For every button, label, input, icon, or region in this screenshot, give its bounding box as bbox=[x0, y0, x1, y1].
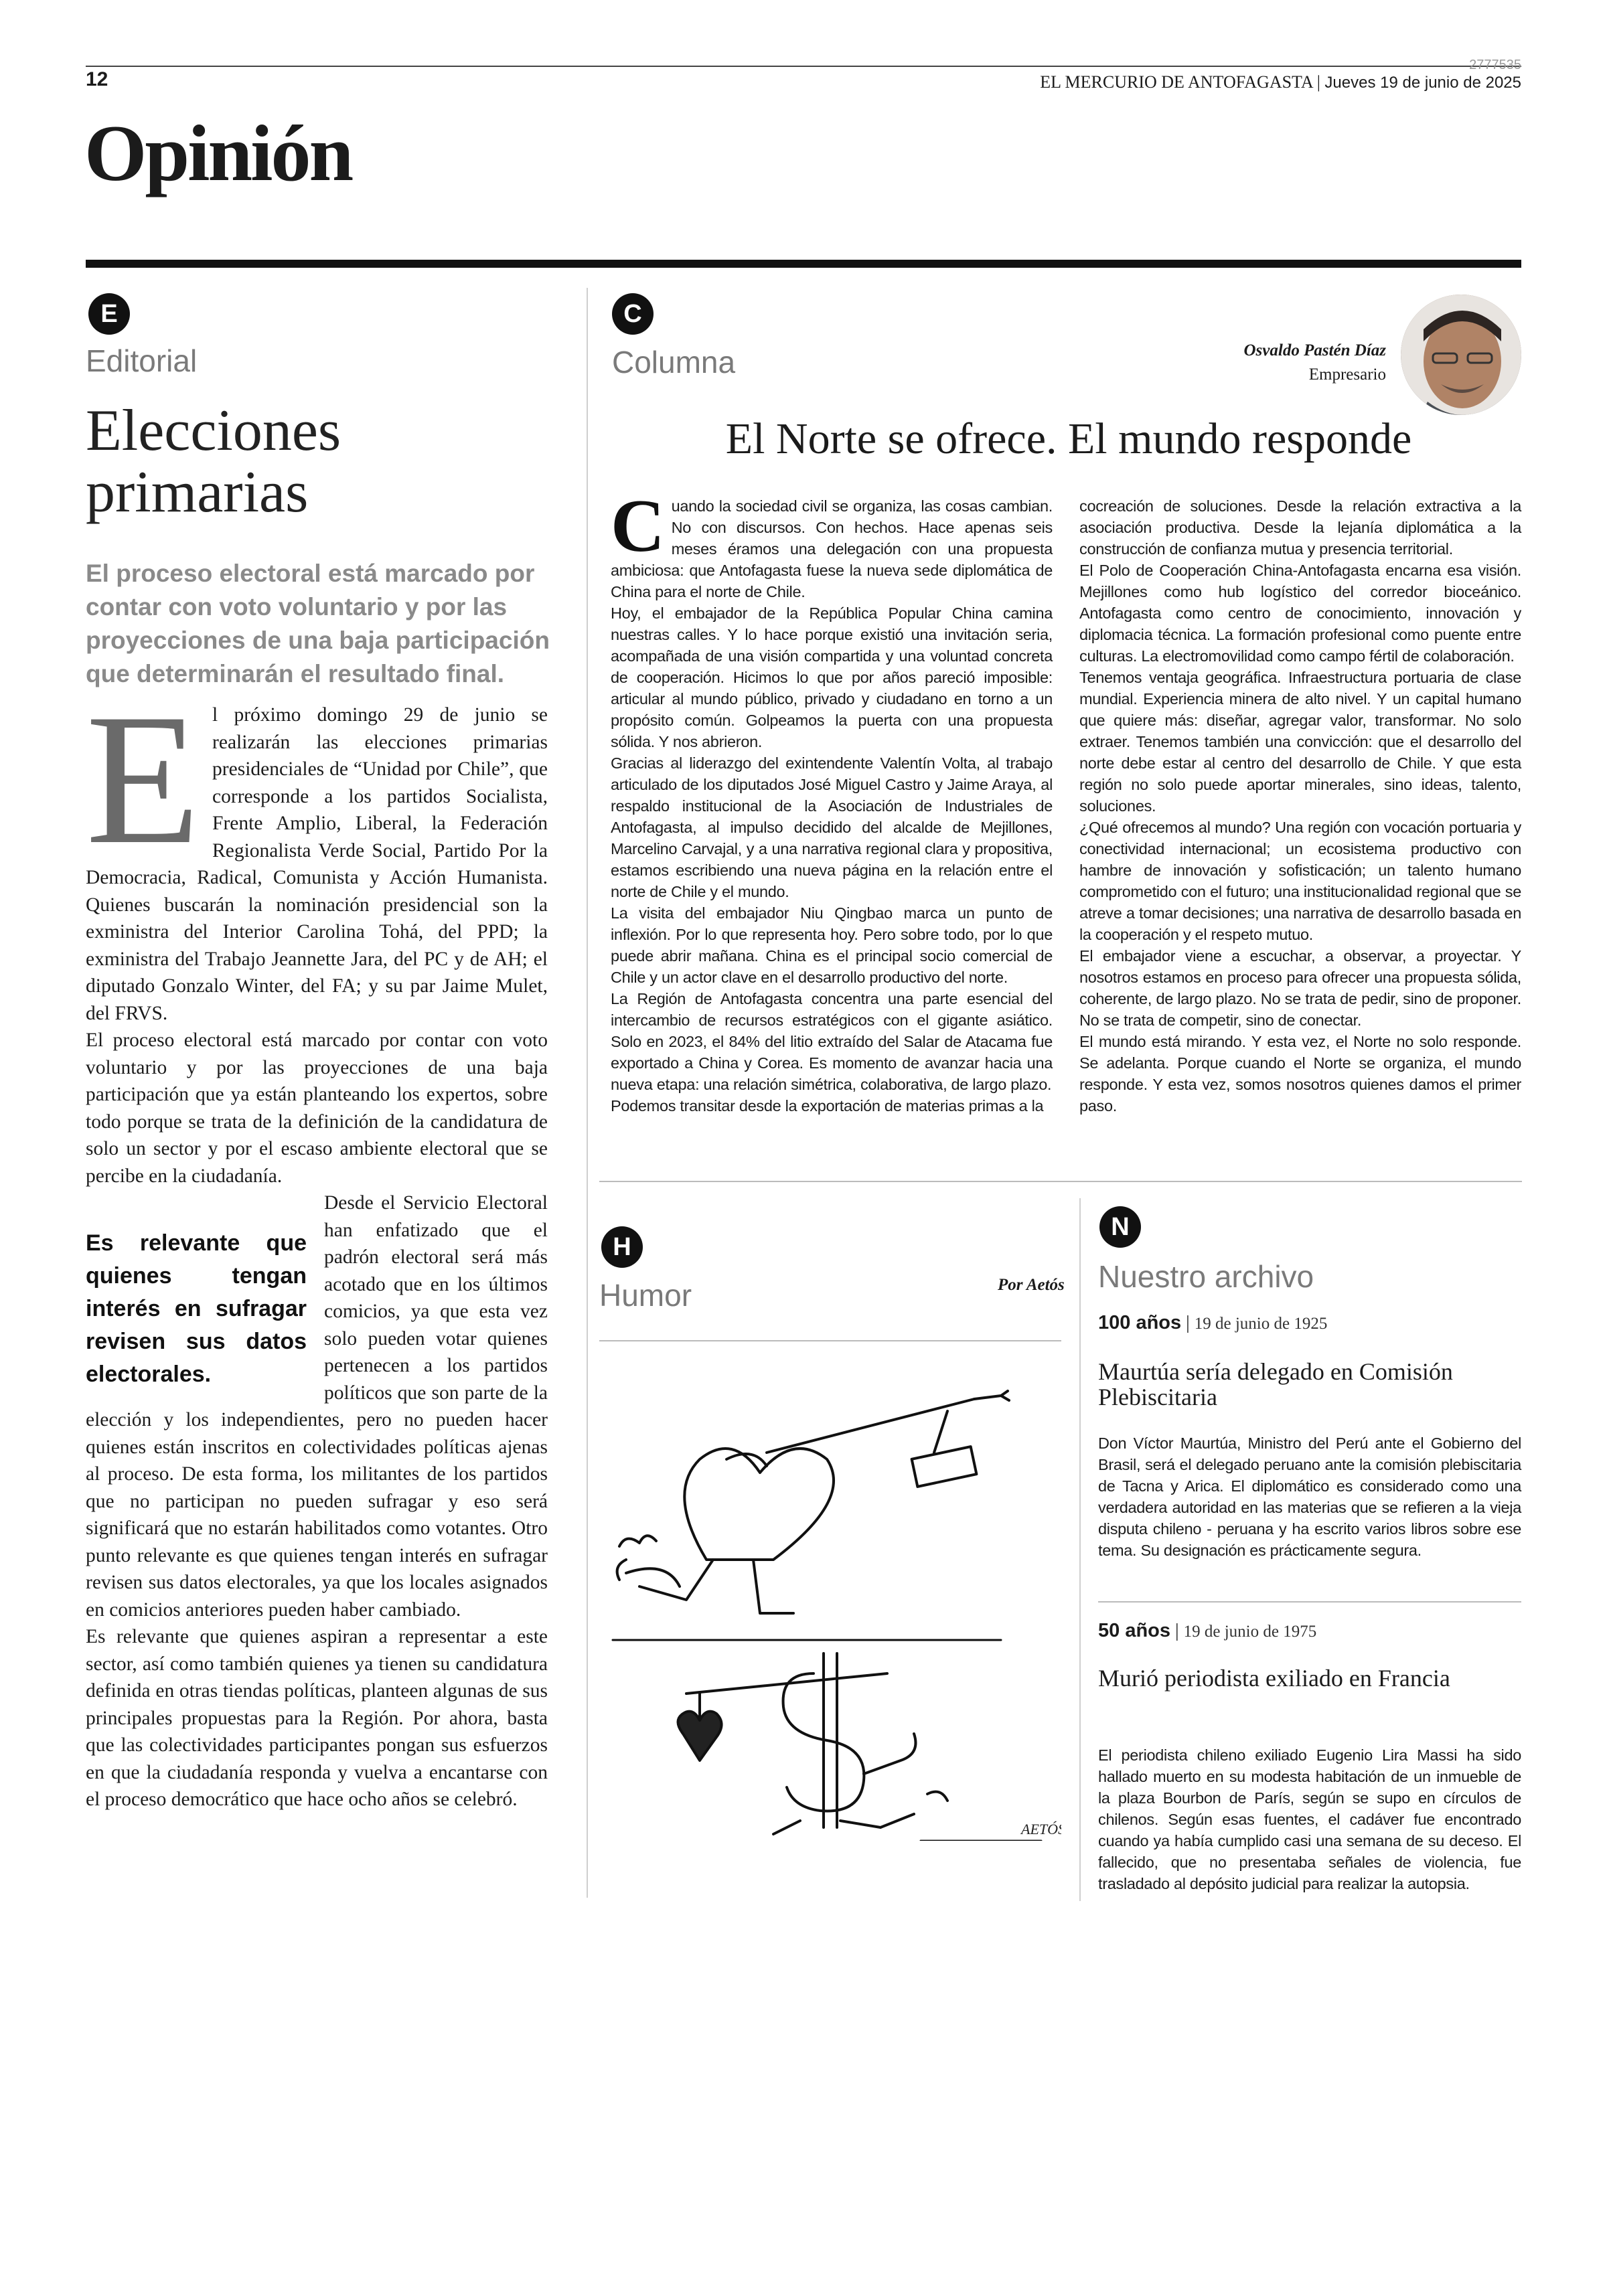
column-body-right bbox=[1079, 495, 1521, 1117]
archive-separator bbox=[1098, 1601, 1521, 1603]
archive-item-header: 50 años | 19 de junio de 1975 bbox=[1098, 1620, 1317, 1641]
archive-item-age: 50 años bbox=[1098, 1620, 1170, 1641]
page-number: 12 bbox=[86, 68, 108, 90]
column-paragraph: uando la sociedad civil se organiza, las cosas cambian. No con discursos. Con hechos. Hace apenas seis meses éramos una delegación con una propuesta ambiciosa: que Antofagasta fuese la nueva sede diplomática de China para el norte de Chile. bbox=[611, 497, 1053, 600]
archive-item-body: Don Víctor Maurtúa, Ministro del Perú ante el Gobierno del Brasil, será el delegado peruano ante la comisión plebiscitaria de Tacna y Arica. El diplomático es considerado como una verdadera autoridad en las materias que se refieren a la vieja disputa chileno - peruana y ha escrito varios libros sobre ese tema. Su designación es prácticamente segura. bbox=[1098, 1434, 1521, 1559]
column-body-left bbox=[611, 485, 1053, 1117]
column-paragraph: Hoy, el embajador de la República Popular China camina nuestras calles. Y lo hace porque existió una invitación seria, acompañada de una visión compartida y una voluntad concreta de cooperación. Hicimos lo que por años pareció imposible: articular al mundo público, privado y ciudadano en torno a un propósito común. Golpeamos la puerta con una propuesta sólida. Y nos abrieron. bbox=[611, 604, 1053, 750]
cartoon-signature: AETÓS bbox=[1021, 1821, 1061, 1837]
humor-kicker: Humor bbox=[599, 1278, 692, 1313]
section-divider bbox=[86, 260, 1521, 268]
editorial-title: Elecciones primarias bbox=[86, 398, 341, 525]
editorial-paragraph: l próximo domingo 29 de junio se realizarán las elecciones primarias presidenciales de “Unidad por Chile”, que corresponde a los partidos Socialista, Frente Amplio, Liberal, la Federación Regionalista Verde Social, Partido Por la Democracia, Radical, Comunista y Acción Humanista. Quienes buscarán la nominación presidencial son la exministra del Interior Carolina Tohá, del PPD; la exministra del Trabajo Jeannette Jara, del PC y de AH; el diputado Gonzalo Winter, del FA; y su par Jaime Mulet, del FRVS. bbox=[86, 704, 548, 1024]
section-title: Opinión bbox=[84, 108, 352, 197]
archive-divider bbox=[1079, 1198, 1081, 1901]
column-kicker: Columna bbox=[612, 345, 736, 380]
archive-badge: N bbox=[1099, 1206, 1141, 1248]
editorial-dropcap: E bbox=[86, 675, 201, 883]
column-paragraph: El mundo está mirando. Y esta vez, el Norte no solo responde. Se adelanta. Porque cuando el Norte se organiza, el mundo responde. Y esta vez, somos nosotros quienes damos el primer paso. bbox=[1079, 1033, 1521, 1115]
author-portrait-icon bbox=[1401, 295, 1521, 415]
archive-item-date: 19 de junio de 1925 bbox=[1194, 1315, 1328, 1333]
humor-byline: Por Aetós bbox=[998, 1276, 1065, 1294]
column-paragraph: ¿Qué ofrecemos al mundo? Una región con vocación portuaria y conectividad internacional; un ecosistema productivo con hambre de innovación y sofisticación; un talento humano comprometido con el futuro; una institucionalidad regional que se atreve a tomar decisiones; una narrativa de desarrollo basada en la cooperación y el respeto mutuo. bbox=[1079, 819, 1521, 943]
publication-line: EL MERCURIO DE ANTOFAGASTA | Jueves 19 de junio de 2025 bbox=[1040, 72, 1521, 92]
editorial-paragraph: Es relevante que quienes aspiran a representar a este sector, así como también quienes ya tienen su candidatura definida en otras tiendas políticas, planteen algunas de sus principales propuestas para la Región. Por ahora, basta que las colectividades participantes pongan sus esfuerzos en que la ciudadanía responda y vuelva a encantarse con el proceso democrático que hace ocho años se celebró. bbox=[86, 1626, 548, 1810]
editorial-paragraph: Desde el Servicio Electoral han enfatizado que el padrón electoral será más acotado que en los últimos comicios, ya que esta vez solo pueden votar quienes pertenecen a los partidos políticos que son parte de la elección y los independientes, pero no pueden hacer quienes están inscritos en colectividades políticas ajenas al proceso. De esta forma, los militantes de los partidos que no participan no pueden sufragar y eso será significará que no estarán habilitados como votantes. Otro punto relevante es que quienes tengan interés en sufragar revisen sus datos electorales, ya que los locales asignados en comicios anteriores pueden haber cambiado. bbox=[86, 1192, 548, 1621]
column-bottom-rule bbox=[599, 1181, 1522, 1182]
column-dropcap: C bbox=[611, 485, 665, 568]
editorial-lead: El proceso electoral está marcado por contar con voto voluntario y por las proyecciones de una baja participación que determinarán el resultado final. bbox=[86, 560, 550, 687]
column-paragraph: El Polo de Cooperación China-Antofagasta encarna esa visión. Mejillones como hub logístico del corredor bioceánico. Antofagasta como centro de conocimiento, innovación y diplomacia técnica. La formación profesional como puente entre culturas. La electromovilidad como campo fértil de colaboración. bbox=[1079, 562, 1521, 665]
archive-item-title: Maurtúa sería delegado en Comisión Plebiscitaria bbox=[1098, 1358, 1453, 1410]
publication-date: Jueves 19 de junio de 2025 bbox=[1324, 74, 1521, 92]
archive-item-date: 19 de junio de 1975 bbox=[1183, 1623, 1317, 1641]
editorial-pullquote: Es relevante que quienes tengan interés en sufragar revisen sus datos electorales. bbox=[86, 1230, 307, 1387]
archive-item-age: 100 años bbox=[1098, 1312, 1182, 1333]
humor-rule bbox=[599, 1340, 1061, 1341]
column-paragraph: cocreación de soluciones. Desde la relación extractiva a la asociación productiva. Desde la lejanía diplomática a la construcción de confianza mutua y presencia territorial. bbox=[1079, 497, 1521, 558]
column-paragraph: La visita del embajador Niu Qingbao marca un punto de inflexión. Por lo que representa hoy. Pero sobre todo, por lo que puede abrir mañana. China es el principal socio comercial de Chile y un actor clave en el desarrollo productivo del norte. bbox=[611, 904, 1053, 986]
humor-cartoon bbox=[599, 1359, 1061, 1841]
editorial-badge: E bbox=[88, 293, 130, 335]
top-rule bbox=[86, 66, 1521, 67]
publication-name: EL MERCURIO DE ANTOFAGASTA bbox=[1040, 72, 1313, 92]
column-paragraph: Podemos transitar desde la exportación de materias primas a la bbox=[611, 1097, 1044, 1115]
archive-item-body: El periodista chileno exiliado Eugenio Lira Massi ha sido hallado muerto en su modesta habitación de un inmueble de la plaza Bourbon de París, según se supo en círculos de chilenos. Según esas fuentes, el cadáver fue encontrado cuando ya había cumplido casi una semana de su deceso. El fallecido, que no presentaba señales de violencia, fue trasladado al depósito judicial para realizar la autopsia. bbox=[1098, 1746, 1521, 1892]
column-badge: C bbox=[612, 293, 654, 335]
author-name: Osvaldo Pastén Díaz bbox=[1243, 341, 1386, 359]
column-divider bbox=[587, 288, 588, 1898]
editorial-body bbox=[86, 675, 548, 1813]
archive-stamp: 2777535 bbox=[1469, 58, 1521, 72]
humor-badge: H bbox=[601, 1226, 643, 1268]
column-paragraph: La Región de Antofagasta concentra una parte esencial del intercambio de recursos estratégicos con el gigante asiático. Solo en 2023, el 84% del litio extraído del Salar de Atacama fue exportado a China y Corea. Es momento de avanzar hacia una nueva etapa: una relación simétrica, colaborativa, de largo plazo. bbox=[611, 990, 1053, 1093]
author-role: Empresario bbox=[1308, 365, 1386, 384]
column-paragraph: El embajador viene a escuchar, a observar, a proyectar. Y nosotros estamos en proceso para ofrecer una propuesta sólida, coherente, de largo plazo. No se trata de pedir, sino de proponer. No se trata de competir, sino de conectar. bbox=[1079, 947, 1521, 1029]
author-photo bbox=[1401, 295, 1521, 415]
archive-item-title: Murió periodista exiliado en Francia bbox=[1098, 1665, 1450, 1692]
column-paragraph: Gracias al liderazgo del exintendente Valentín Volta, al trabajo articulado de los diputados José Miguel Castro y Jaime Araya, al respaldo institucional de la Asociación de Industriales de Antofagasta, al impulso decidido del alcalde de Mejillones, Marcelino Carvajal, y a una narrativa regional clara y propositiva, estamos escribiendo una nueva página en la relación entre el norte de Chile y el mundo. bbox=[611, 754, 1053, 900]
column-title: El Norte se ofrece. El mundo responde bbox=[725, 414, 1412, 463]
editorial-kicker: Editorial bbox=[86, 343, 198, 378]
cartoon-illustration-icon bbox=[599, 1359, 1061, 1841]
column-paragraph: Tenemos ventaja geográfica. Infraestructura portuaria de clase mundial. Experiencia minera de alto nivel. Y un capital humano que quiere más: diseñar, agregar valor, transformar. No solo extraer. Tenemos también una convicción: que el desarrollo del norte debe estar al centro del desarrollo de Chile. Y que esta región no solo puede aportar minerales, sino ideas, talento, soluciones. bbox=[1079, 669, 1521, 815]
archive-item-header: 100 años | 19 de junio de 1925 bbox=[1098, 1312, 1328, 1333]
editorial-paragraph: El proceso electoral está marcado por contar con voto voluntario y por las proyecciones de una baja participación que ya están planteando los expertos, sobre todo porque se trata de la definición de la candidatura de solo un sector y por el escaso ambiente electoral que se percibe en la ciudadanía. bbox=[86, 1030, 548, 1187]
archive-kicker: Nuestro archivo bbox=[1098, 1259, 1314, 1294]
